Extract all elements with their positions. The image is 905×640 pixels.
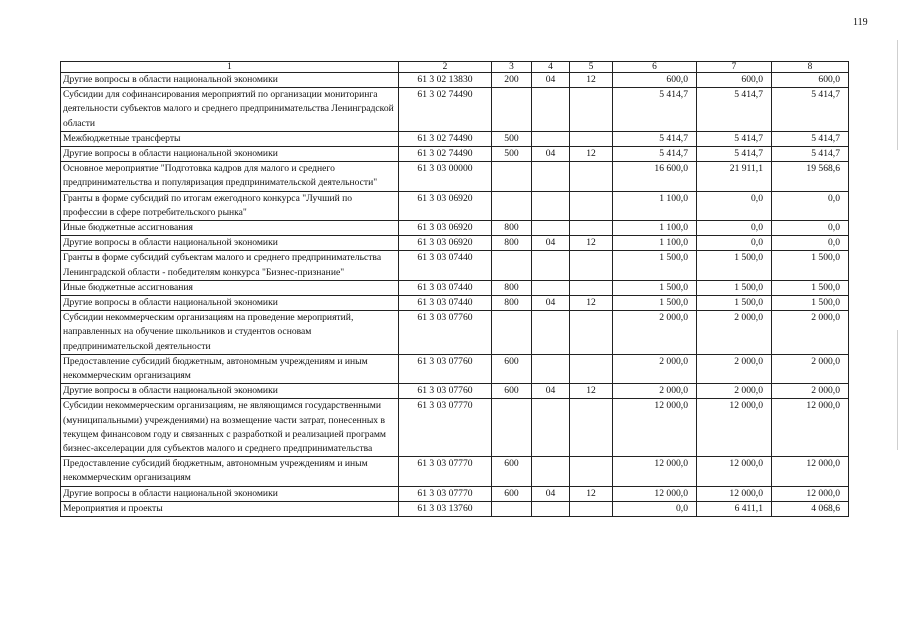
row-col3-cell [492,162,532,191]
row-value8-cell: 0,0 [772,221,849,236]
table-row [61,384,849,399]
row-code-cell: 61 3 03 07440 [399,296,492,311]
row-col5-cell: 12 [570,73,613,88]
row-code-cell: 61 3 03 07770 [399,486,492,501]
row-col4-cell [532,311,570,355]
row-value8-cell: 5 414,7 [772,131,849,146]
row-value8-cell: 0,0 [772,191,849,220]
row-value6-cell: 2 000,0 [613,384,697,399]
row-value7-cell: 12 000,0 [697,399,772,457]
row-code-cell: 61 3 02 13830 [399,73,492,88]
header-cell: 2 [399,62,492,73]
table-header-row [61,62,849,73]
row-code-cell: 61 3 03 06920 [399,236,492,251]
row-col5-cell: 12 [570,236,613,251]
row-value6-cell: 5 414,7 [613,131,697,146]
row-value7-cell: 2 000,0 [697,311,772,355]
row-value8-cell: 2 000,0 [772,384,849,399]
row-code-cell: 61 3 03 06920 [399,191,492,220]
row-value6-cell: 12 000,0 [613,486,697,501]
row-value8-cell: 12 000,0 [772,486,849,501]
row-col5-cell: 12 [570,147,613,162]
row-name-cell: Межбюджетные трансферты [61,131,399,146]
row-code-cell: 61 3 03 00000 [399,162,492,191]
row-col4-cell [532,501,570,516]
table-row [61,486,849,501]
row-name-cell: Предоставление субсидий бюджетным, автономным учреждениям и иным некоммерческим организациям [61,457,399,486]
row-col4-cell [532,354,570,383]
row-col4-cell [532,191,570,220]
row-col3-cell: 800 [492,221,532,236]
row-code-cell: 61 3 02 74490 [399,147,492,162]
row-value6-cell: 1 500,0 [613,296,697,311]
header-cell: 4 [532,62,570,73]
row-code-cell: 61 3 03 06920 [399,221,492,236]
row-value7-cell: 0,0 [697,221,772,236]
row-value8-cell: 12 000,0 [772,399,849,457]
row-name-cell: Другие вопросы в области национальной экономики [61,236,399,251]
row-code-cell: 61 3 03 07770 [399,457,492,486]
table-row [61,280,849,295]
row-value7-cell: 6 411,1 [697,501,772,516]
row-col3-cell [492,251,532,280]
row-col3-cell [492,399,532,457]
row-name-cell: Субсидии для софинансирования мероприятий по организации мониторинга деятельности субъектов малого и среднего предпринимательства Ленинградской области [61,88,399,132]
row-col5-cell [570,162,613,191]
table-row [61,147,849,162]
header-cell: 3 [492,62,532,73]
row-col5-cell [570,354,613,383]
row-code-cell: 61 3 02 74490 [399,88,492,132]
row-col5-cell [570,280,613,295]
row-col3-cell: 800 [492,280,532,295]
row-value8-cell: 600,0 [772,73,849,88]
table-row [61,131,849,146]
row-name-cell: Гранты в форме субсидий субъектам малого и среднего предпринимательства Ленинградской области - победителям конкурса "Бизнес-признание" [61,251,399,280]
row-value6-cell: 2 000,0 [613,354,697,383]
header-cell: 8 [772,62,849,73]
row-col5-cell: 12 [570,296,613,311]
table-row [61,88,849,132]
page-number: 119 [853,17,868,28]
row-value8-cell: 4 068,6 [772,501,849,516]
row-value7-cell: 2 000,0 [697,384,772,399]
row-value6-cell: 5 414,7 [613,88,697,132]
row-col3-cell: 800 [492,236,532,251]
row-name-cell: Мероприятия и проекты [61,501,399,516]
row-col3-cell: 600 [492,486,532,501]
row-name-cell: Другие вопросы в области национальной экономики [61,384,399,399]
row-name-cell: Другие вопросы в области национальной экономики [61,73,399,88]
table-row [61,457,849,486]
row-value7-cell: 0,0 [697,191,772,220]
row-value7-cell: 5 414,7 [697,88,772,132]
row-value7-cell: 0,0 [697,236,772,251]
row-col4-cell: 04 [532,73,570,88]
row-value8-cell: 2 000,0 [772,354,849,383]
header-cell: 6 [613,62,697,73]
row-code-cell: 61 3 03 07770 [399,399,492,457]
row-value7-cell: 2 000,0 [697,354,772,383]
row-value7-cell: 12 000,0 [697,457,772,486]
row-col3-cell: 500 [492,147,532,162]
row-value7-cell: 1 500,0 [697,280,772,295]
row-col5-cell [570,251,613,280]
row-col3-cell: 600 [492,354,532,383]
header-cell: 5 [570,62,613,73]
row-col4-cell [532,88,570,132]
row-name-cell: Другие вопросы в области национальной экономики [61,486,399,501]
row-col3-cell: 800 [492,296,532,311]
row-col5-cell [570,399,613,457]
row-code-cell: 61 3 03 07760 [399,354,492,383]
row-value7-cell: 12 000,0 [697,486,772,501]
row-col3-cell: 600 [492,457,532,486]
table-row [61,221,849,236]
row-value8-cell: 19 568,6 [772,162,849,191]
row-value8-cell: 1 500,0 [772,251,849,280]
row-value7-cell: 5 414,7 [697,147,772,162]
row-col3-cell: 600 [492,384,532,399]
row-name-cell: Гранты в форме субсидий по итогам ежегодного конкурса "Лучший по профессии в сфере потребительского рынка" [61,191,399,220]
row-col5-cell [570,191,613,220]
row-value8-cell: 1 500,0 [772,280,849,295]
row-col5-cell: 12 [570,486,613,501]
table-row [61,399,849,457]
row-code-cell: 61 3 03 07760 [399,384,492,399]
table-body [61,73,849,517]
row-col4-cell [532,162,570,191]
row-col4-cell [532,399,570,457]
row-name-cell: Субсидии некоммерческим организациям на проведение мероприятий, направленных на обучение школьников и студентов основам предпринимательской деятельности [61,311,399,355]
page-edge-mark [897,40,898,150]
row-value6-cell: 5 414,7 [613,147,697,162]
row-name-cell: Другие вопросы в области национальной экономики [61,147,399,162]
row-value6-cell: 600,0 [613,73,697,88]
row-name-cell: Иные бюджетные ассигнования [61,221,399,236]
row-col3-cell [492,88,532,132]
table-row [61,73,849,88]
row-value6-cell: 1 100,0 [613,221,697,236]
row-col4-cell [532,251,570,280]
row-value6-cell: 1 100,0 [613,191,697,220]
row-col4-cell: 04 [532,236,570,251]
table-row [61,162,849,191]
row-col5-cell [570,501,613,516]
row-value6-cell: 12 000,0 [613,457,697,486]
row-col5-cell [570,311,613,355]
row-value8-cell: 0,0 [772,236,849,251]
row-col5-cell [570,457,613,486]
row-value7-cell: 1 500,0 [697,296,772,311]
row-col4-cell: 04 [532,147,570,162]
row-code-cell: 61 3 03 07440 [399,251,492,280]
row-value6-cell: 2 000,0 [613,311,697,355]
header-cell: 1 [61,62,399,73]
row-value8-cell: 5 414,7 [772,147,849,162]
row-col4-cell [532,131,570,146]
row-name-cell: Другие вопросы в области национальной экономики [61,296,399,311]
row-col4-cell: 04 [532,486,570,501]
row-value8-cell: 1 500,0 [772,296,849,311]
row-value6-cell: 12 000,0 [613,399,697,457]
row-col4-cell [532,221,570,236]
row-col5-cell [570,221,613,236]
row-name-cell: Основное мероприятие "Подготовка кадров для малого и среднего предпринимательства и популяризация предпринимательской деятельности" [61,162,399,191]
page-edge-mark [897,330,898,450]
row-code-cell: 61 3 03 07440 [399,280,492,295]
row-value7-cell: 5 414,7 [697,131,772,146]
row-code-cell: 61 3 03 13760 [399,501,492,516]
row-col3-cell [492,191,532,220]
row-value6-cell: 1 500,0 [613,280,697,295]
row-col5-cell [570,131,613,146]
row-value6-cell: 1 500,0 [613,251,697,280]
table-row [61,191,849,220]
table-row [61,354,849,383]
row-value8-cell: 12 000,0 [772,457,849,486]
row-name-cell: Субсидии некоммерческим организациям, не являющимся государственными (муниципальными) учреждениями) на возмещение части затрат, понесенных в текущем финансовом году и связанных с разработкой и реализацией программ бизнес-акселерации для субъектов малого и среднего предпринимательства [61,399,399,457]
row-col4-cell: 04 [532,384,570,399]
row-value8-cell: 2 000,0 [772,311,849,355]
row-col3-cell: 500 [492,131,532,146]
table-row [61,501,849,516]
row-name-cell: Иные бюджетные ассигнования [61,280,399,295]
row-value6-cell: 16 600,0 [613,162,697,191]
row-name-cell: Предоставление субсидий бюджетным, автономным учреждениям и иным некоммерческим организациям [61,354,399,383]
table-row [61,311,849,355]
table-row [61,251,849,280]
row-value8-cell: 5 414,7 [772,88,849,132]
table-row [61,236,849,251]
budget-table [60,61,849,517]
table-row [61,296,849,311]
row-col5-cell [570,88,613,132]
row-value7-cell: 600,0 [697,73,772,88]
row-col4-cell: 04 [532,296,570,311]
row-code-cell: 61 3 03 07760 [399,311,492,355]
row-value6-cell: 1 100,0 [613,236,697,251]
row-col3-cell: 200 [492,73,532,88]
row-code-cell: 61 3 02 74490 [399,131,492,146]
row-col4-cell [532,280,570,295]
row-col3-cell [492,311,532,355]
row-value7-cell: 1 500,0 [697,251,772,280]
header-cell: 7 [697,62,772,73]
row-value6-cell: 0,0 [613,501,697,516]
row-col5-cell: 12 [570,384,613,399]
row-value7-cell: 21 911,1 [697,162,772,191]
row-col3-cell [492,501,532,516]
row-col4-cell [532,457,570,486]
